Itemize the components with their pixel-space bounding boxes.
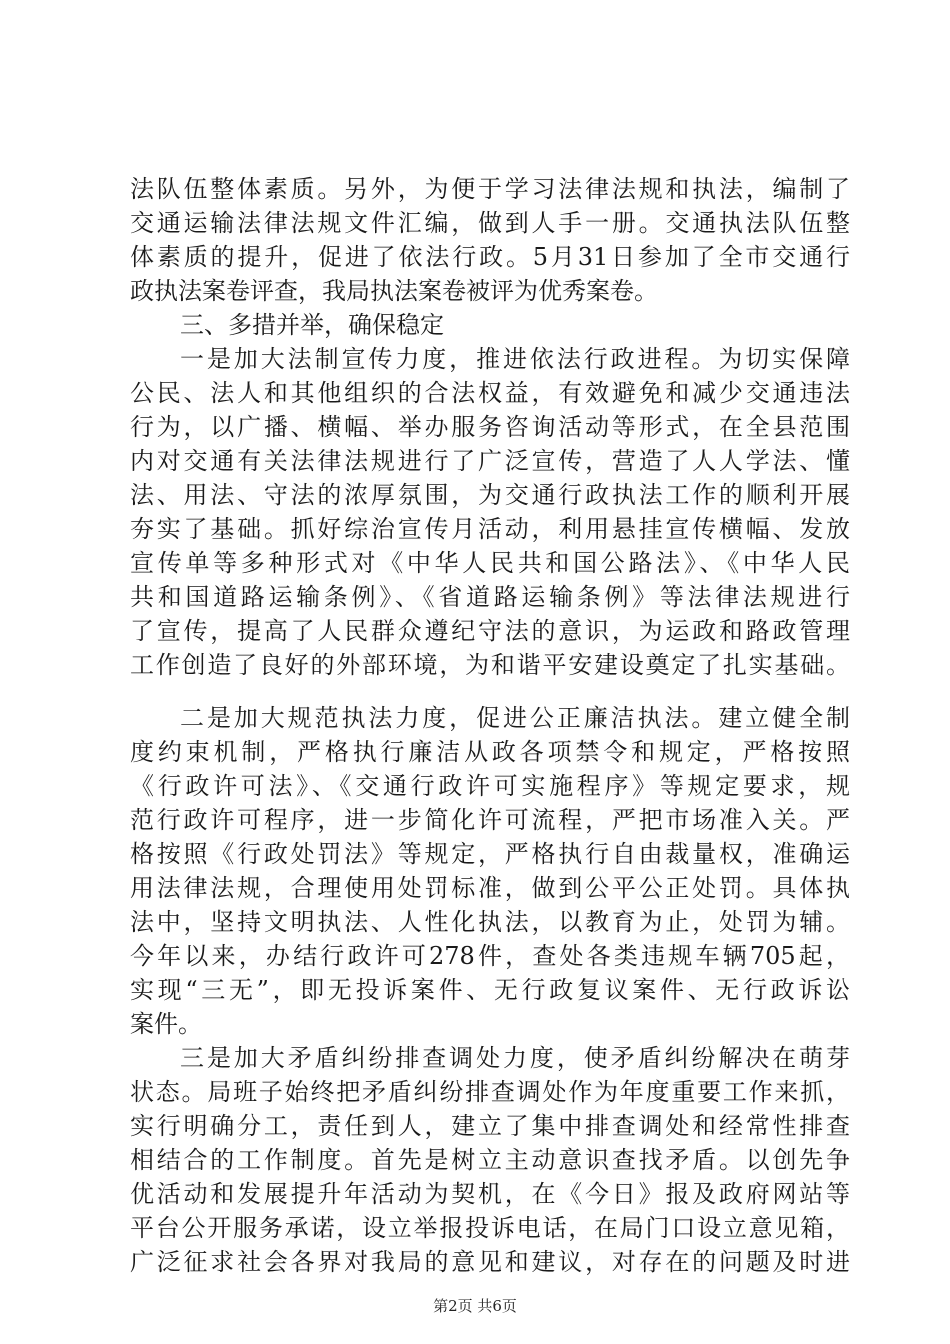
body-line: 夯实了基础。抓好综治宣传月活动，利用悬挂宣传横幅、发放 xyxy=(130,515,850,543)
body-line: 了宣传，提高了人民群众遵纪守法的意识，为运政和路政管理 xyxy=(130,617,850,645)
body-line: 体素质的提升，促进了依法行政。5月31日参加了全市交通行 xyxy=(130,243,850,271)
body-line: 内对交通有关法律法规进行了广泛宣传，营造了人人学法、懂 xyxy=(130,447,850,475)
page-number-footer: 第2页 共6页 xyxy=(433,1297,517,1315)
body-line: 实现“三无”，即无投诉案件、无行政复议案件、无行政诉讼 xyxy=(130,976,850,1004)
body-line: 范行政许可程序，进一步简化许可流程，严把市场准入关。严 xyxy=(130,806,850,834)
body-line: 行为，以广播、横幅、举办服务咨询活动等形式，在全县范围 xyxy=(130,413,850,441)
body-line: 共和国道路运输条例》、《省道路运输条例》等法律法规进行 xyxy=(130,583,850,611)
section-heading: 三、多措并举，确保稳定 xyxy=(180,311,444,339)
body-line: 优活动和发展提升年活动为契机，在《今日》报及政府网站等 xyxy=(130,1180,850,1208)
body-line: 状态。局班子始终把矛盾纠纷排查调处作为年度重要工作来抓， xyxy=(130,1078,850,1106)
body-line: 实行明确分工，责任到人，建立了集中排查调处和经常性排查 xyxy=(130,1112,850,1140)
body-line: 度约束机制，严格执行廉洁从政各项禁令和规定，严格按照 xyxy=(130,738,850,766)
body-line: 相结合的工作制度。首先是树立主动意识查找矛盾。以创先争 xyxy=(130,1146,850,1174)
body-line: 工作创造了良好的外部环境，为和谐平安建设奠定了扎实基础。 xyxy=(130,651,850,679)
body-line: 政执法案卷评查，我局执法案卷被评为优秀案卷。 xyxy=(130,277,658,305)
body-line: 宣传单等多种形式对《中华人民共和国公路法》、《中华人民 xyxy=(130,549,850,577)
body-line: 一是加大法制宣传力度，推进依法行政进程。为切实保障 xyxy=(180,345,850,373)
body-line: 今年以来，办结行政许可278件，查处各类违规车辆705起， xyxy=(130,942,850,970)
body-line: 平台公开服务承诺，设立举报投诉电话，在局门口设立意见箱， xyxy=(130,1214,850,1242)
body-line: 公民、法人和其他组织的合法权益，有效避免和减少交通违法 xyxy=(130,379,850,407)
body-line: 二是加大规范执法力度，促进公正廉洁执法。建立健全制 xyxy=(180,704,850,732)
body-line: 法队伍整体素质。另外，为便于学习法律法规和执法，编制了 xyxy=(130,175,850,203)
body-line: 格按照《行政处罚法》等规定，严格执行自由裁量权，准确运 xyxy=(130,840,850,868)
body-line: 法中，坚持文明执法、人性化执法，以教育为止，处罚为辅。 xyxy=(130,908,850,936)
body-line: 用法律法规，合理使用处罚标准，做到公平公正处罚。具体执 xyxy=(130,874,850,902)
body-line: 交通运输法律法规文件汇编，做到人手一册。交通执法队伍整 xyxy=(130,209,850,237)
body-line: 广泛征求社会各界对我局的意见和建议，对存在的问题及时进 xyxy=(130,1248,850,1276)
body-line: 案件。 xyxy=(130,1010,202,1038)
body-line: 三是加大矛盾纠纷排查调处力度，使矛盾纠纷解决在萌芽 xyxy=(180,1044,850,1072)
body-line: 《行政许可法》、《交通行政许可实施程序》等规定要求，规 xyxy=(130,772,850,800)
body-line: 法、用法、守法的浓厚氛围，为交通行政执法工作的顺利开展 xyxy=(130,481,850,509)
